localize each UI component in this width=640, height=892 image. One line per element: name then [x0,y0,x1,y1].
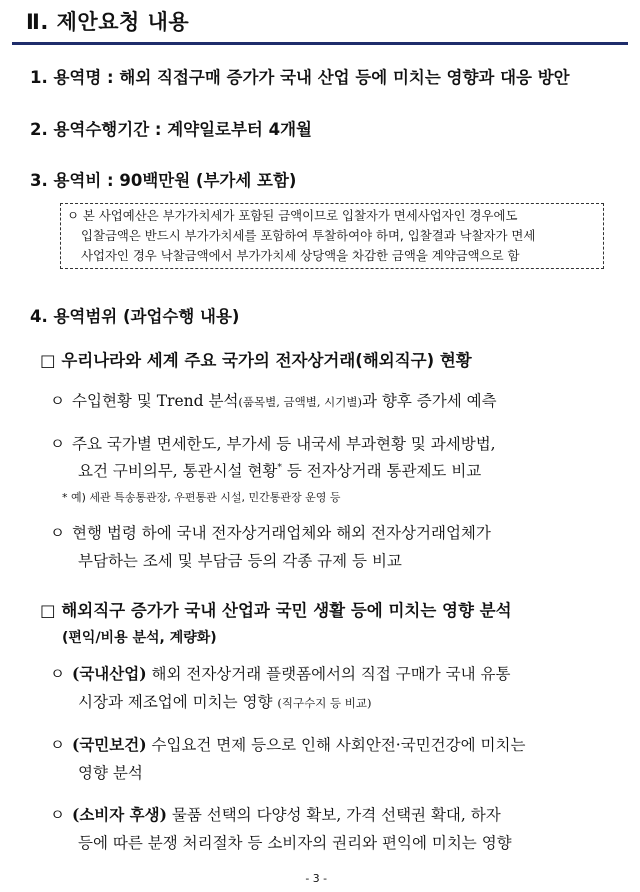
budget-notice-box [60,203,604,269]
bullet-tag: (소비자 후생) [72,805,167,824]
bullet-text: 과 향후 증가세 예측 [362,392,497,410]
bullet-mark: ㅇ [50,435,65,453]
scope1-bullet-3-cont: 부담하는 조세 및 부담금 등의 각종 규제 등 비교 [78,552,402,570]
bullet-tag: (국민보건) [72,735,147,754]
scope2-bullet-2-cont: 영향 분석 [78,764,143,782]
bullet-mark: ㅇ [50,524,65,542]
bullet-text: 수입현황 및 Trend 분석 [72,392,239,410]
scope2-heading: □ 해외직구 증가가 국내 산업과 국민 생활 등에 미치는 영향 분석 [40,601,512,620]
section-title: Ⅱ. 제안요청 내용 [26,10,190,34]
bullet-text: 시장과 제조업에 미치는 영향 [78,693,278,711]
scope2-bullet-1 [50,662,510,684]
bullet-text: 요건 구비의무, 통관시설 현황 [78,462,278,480]
item-service-cost: 3. 용역비 : 90백만원 (부가세 포함) [30,171,297,190]
item-service-name: 1. 용역명 : 해외 직접구매 증가가 국내 산업 등에 미치는 영향과 대응 방안 [30,68,570,87]
notice-line-2: 입찰금액은 반드시 부가가치세를 포함하여 투찰하여야 하며, 입찰결과 낙찰자가 면세 [81,228,536,243]
bullet-mark: ㅇ [50,806,65,824]
scope2-bullet-3-cont: 등에 따른 분쟁 처리절차 등 소비자의 권리와 편익에 미치는 영향 [78,834,512,852]
section-rule [12,42,628,45]
scope1-bullet-2 [50,432,496,454]
scope2-bullet-3 [50,803,501,825]
footnote-mark: * [277,462,282,473]
notice-line-1: ㅇ 본 사업예산은 부가가치세가 포함된 금액이므로 입찰자가 면세사업자인 경우에도 [67,208,518,223]
scope1-bullet-1 [50,389,497,411]
bullet-text: 현행 법령 하에 국내 전자상거래업체와 해외 전자상거래업체가 [72,524,491,542]
bullet-mark: ㅇ [50,392,65,410]
page-number: - 3 - [305,872,327,885]
bullet-small-text: (품목별, 금액별, 시기별) [238,395,362,409]
bullet-text: 등 전자상거래 통관제도 비교 [281,462,482,480]
scope2-bullet-2 [50,733,525,755]
scope1-bullet-2-cont [78,459,481,481]
item-service-scope: 4. 용역범위 (과업수행 내용) [30,307,240,326]
bullet-mark: ㅇ [50,736,65,754]
bullet-small-text: (직구수지 등 비교) [277,696,372,710]
scope1-footnote: * 예) 세관 특송통관장, 우편통관 시설, 민간통관장 운영 등 [62,491,341,504]
bullet-mark: ㅇ [50,665,65,683]
scope2-bullet-1-cont [78,690,371,712]
item-service-period: 2. 용역수행기간 : 계약일로부터 4개월 [30,120,312,139]
bullet-text: 물품 선택의 다양성 확보, 가격 선택권 확대, 하자 [166,806,501,824]
bullet-text: 주요 국가별 면세한도, 부가세 등 내국세 부과현황 및 과세방법, [72,435,496,453]
bullet-tag: (국내산업) [72,664,147,683]
notice-line-3: 사업자인 경우 낙찰금액에서 부가가치세 상당액을 차감한 금액을 계약금액으로 함 [81,248,520,263]
section-header [12,6,628,40]
bullet-text: 해외 전자상거래 플랫폼에서의 직접 구매가 국내 유통 [146,665,511,683]
scope2-subheading: (편익/비용 분석, 계량화) [62,630,217,646]
scope1-heading: □ 우리나라와 세계 주요 국가의 전자상거래(해외직구) 현황 [40,351,472,370]
bullet-text: 수입요건 면제 등으로 인해 사회안전·국민건강에 미치는 [146,736,526,754]
scope1-bullet-3 [50,521,491,543]
